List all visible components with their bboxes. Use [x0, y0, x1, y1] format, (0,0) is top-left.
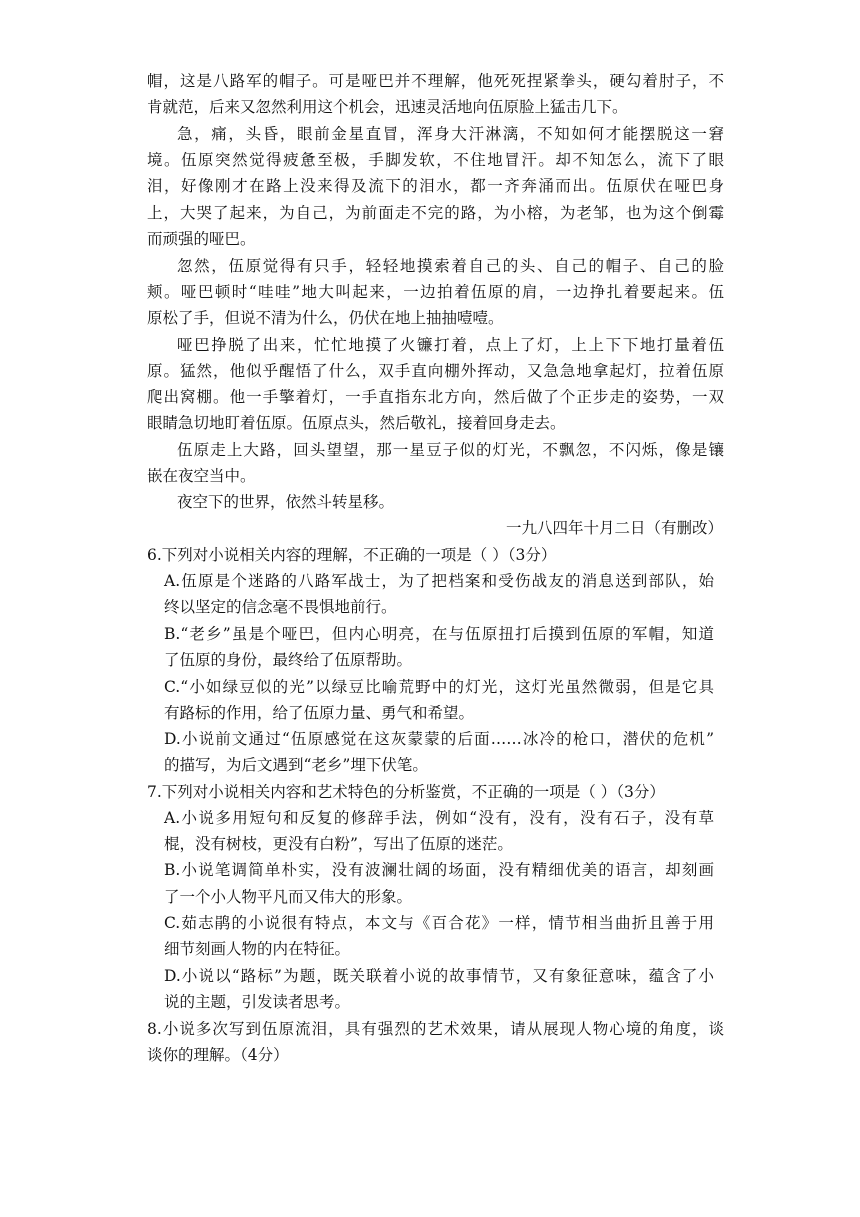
option-b: B.“老乡”虽是个哑巴，但内心明亮，在与伍原扭打后摸到伍原的军帽，知道 [164, 625, 714, 643]
question-stem: 谈你的理解。（4分） [147, 1046, 289, 1064]
option-d: D.小说前文通过“伍原感觉在这灰蒙蒙的后面……冰冷的枪口，潜伏的危机” [164, 730, 714, 748]
story-line: 帽，这是八路军的帽子。可是哑巴并不理解，他死死捏紧拳头，硬勾着肘子，不 [147, 72, 724, 90]
story-line: 境。伍原突然觉得疲惫至极，手脚发软，不住地冒汗。却不知怎么，流下了眼 [147, 151, 724, 169]
option-b: B.小说笔调简单朴实，没有波澜壮阔的场面，没有精细优美的语言，却刻画 [164, 861, 714, 879]
question-stem: 6.下列对小说相关内容的理解，不正确的一项是（ ）（3分） [147, 546, 557, 564]
option-a: A.伍原是个迷路的八路军战士，为了把档案和受伤战友的消息送到部队，始 [164, 572, 714, 590]
story-line: 忽然，伍原觉得有只手，轻轻地摸索着自己的头、自己的帽子、自己的脸 [177, 257, 724, 275]
option-a: A.小说多用短句和反复的修辞手法，例如“没有，没有，没有石子，没有草 [164, 809, 714, 827]
story-line: 嵌在夜空当中。 [147, 467, 256, 485]
story-line: 急，痛，头昏，眼前金星直冒，浑身大汗淋漓，不知如何才能摆脱这一窘 [177, 125, 724, 143]
story-line: 原。猛然，他似乎醒悟了什么，双手直向棚外挥动，又急急地拿起灯，拉着伍原 [147, 362, 724, 380]
story-line: 上，大哭了起来，为自己，为前面走不完的路，为小榕，为老邹，也为这个倒霉 [147, 204, 724, 222]
option-b: 了伍原的身份，最终给了伍原帮助。 [164, 651, 413, 669]
story-line: 原松了手，但说不清为什么，仍伏在地上抽抽噎噎。 [147, 309, 504, 327]
option-c: C.“小如绿豆似的光”以绿豆比喻荒野中的灯光，这灯光虽然微弱，但是它具 [164, 678, 714, 696]
option-a: 终以坚定的信念毫不畏惧地前行。 [164, 598, 397, 616]
story-line: 肯就范，后来又忽然利用这个机会，迅速灵活地向伍原脸上猛击几下。 [147, 98, 628, 116]
date-note: 一九八四年十月二日（有删改） [505, 519, 723, 537]
option-b: 了一个小人物平凡而又伟大的形象。 [164, 888, 413, 906]
story-line: 眼睛急切地盯着伍原。伍原点头，然后敬礼，接着回身走去。 [147, 414, 566, 432]
question-stem: 8.小说多次写到伍原流泪，具有强烈的艺术效果，请从展现人物心境的角度，谈 [147, 1020, 724, 1038]
story-line: 夜空下的世界，依然斗转星移。 [177, 493, 395, 511]
option-a: 棍，没有树枝，更没有白粉”，写出了伍原的迷茫。 [164, 835, 513, 853]
story-line: 而顽强的哑巴。 [147, 230, 256, 248]
story-line: 哑巴挣脱了出来，忙忙地摸了火镰打着，点上了灯，上上下下地打量着伍 [177, 336, 724, 354]
story-line: 泪，好像刚才在路上没来得及流下的泪水，都一齐奔涌而出。伍原伏在哑巴身 [147, 177, 724, 195]
story-line: 伍原走上大路，回头望望，那一星豆子似的灯光，不飘忽，不闪烁，像是镶 [177, 441, 724, 459]
option-d: D.小说以“路标”为题，既关联着小说的故事情节，又有象征意味，蕴含了小 [164, 967, 714, 985]
option-c: C.茹志鹃的小说很有特点，本文与《百合花》一样，情节相当曲折且善于用 [164, 914, 714, 932]
option-c: 细节刻画人物的内在特征。 [164, 940, 351, 958]
question-stem: 7.下列对小说相关内容和艺术特色的分析鉴赏，不正确的一项是（ ）（3分） [147, 783, 665, 801]
story-line: 颊。哑巴顿时“哇哇”地大叫起来，一边拍着伍原的肩，一边挣扎着要起来。伍 [147, 283, 724, 301]
story-line: 爬出窝棚。他一手擎着灯，一手直指东北方向，然后做了个正步走的姿势，一双 [147, 388, 724, 406]
option-c: 有路标的作用，给了伍原力量、勇气和希望。 [164, 704, 475, 722]
option-d: 的描写，为后文遇到“老乡”埋下伏笔。 [164, 756, 428, 774]
option-d: 说的主题，引发读者思考。 [164, 993, 351, 1011]
